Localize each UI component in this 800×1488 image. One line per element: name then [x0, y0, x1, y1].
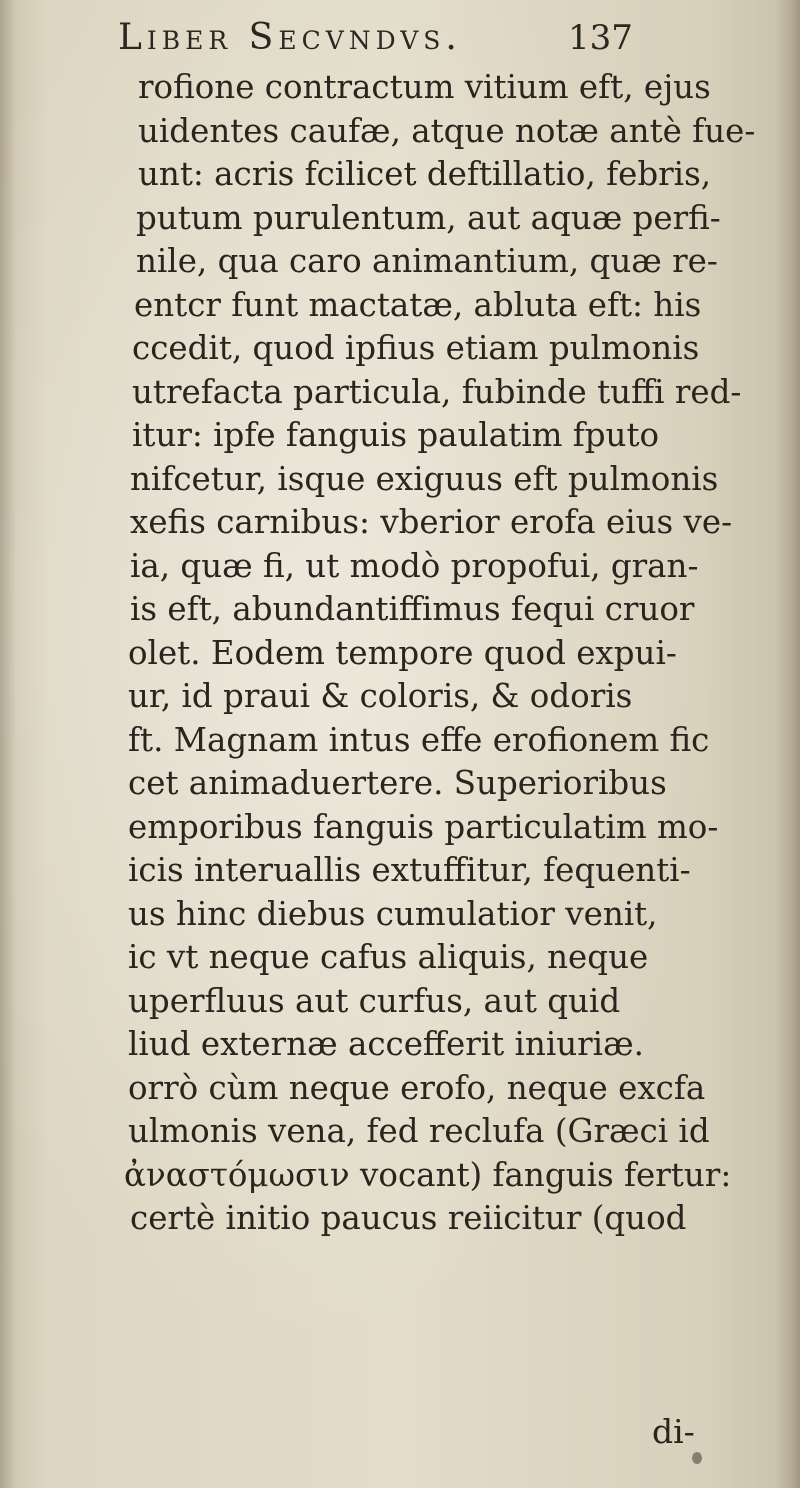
text-line: entcr funt mactatæ, abluta eft: his: [134, 285, 702, 324]
text-line: itur: ipfe fanguis paulatim fputo: [132, 416, 660, 454]
text-line: icis interuallis extuffitur, fequenti-: [128, 851, 691, 889]
text-line: is eft, abundantiffimus fequi cruor: [130, 590, 695, 628]
text-line: xefis carnibus: vberior erofa eius ve-: [130, 503, 733, 541]
text-line: ἀναστόμωσιν vocant) fanguis fertur:: [124, 1155, 732, 1194]
text-line: olet. Eodem tempore quod expui-: [128, 633, 677, 672]
text-line: unt: acris fcilicet deftillatio, febris,: [138, 155, 712, 193]
text-line: orrò cùm neque erofo, neque excfa: [128, 1068, 706, 1107]
catchword: di-: [652, 1412, 695, 1451]
text-line: emporibus fanguis particulatim mo-: [128, 807, 719, 846]
text-line: ft. Magnam intus effe erofionem fic: [128, 720, 710, 759]
running-head: Liber Secvndvs.: [118, 17, 462, 58]
text-line: ccedit, quod ipfius etiam pulmonis: [132, 329, 700, 367]
body-text: [0, 66, 780, 1241]
text-line: us hinc diebus cumulatior venit,: [128, 894, 658, 933]
ink-spot: [692, 1452, 702, 1464]
text-line: nifcetur, isque exiguus eft pulmonis: [130, 459, 719, 498]
text-line: uidentes caufæ, atque notæ antè fue-: [138, 111, 756, 150]
text-line: ia, quæ fi, ut modò propofui, gran-: [130, 546, 699, 585]
text-line: nile, qua caro animantium, quæ re-: [136, 242, 718, 280]
text-line: rofione contractum vitium eft, ejus: [138, 68, 711, 106]
text-line: cet animaduertere. Superioribus: [128, 764, 667, 802]
text-line: putum purulentum, aut aquæ perfi-: [136, 198, 721, 237]
page-header: [118, 12, 718, 64]
text-line: ulmonis vena, fed reclufa (Græci id: [128, 1112, 710, 1150]
text-line: ur, id praui & coloris, & odoris: [128, 677, 633, 715]
text-line: uperfluus aut curfus, aut quid: [128, 981, 621, 1020]
text-line: liud externæ accefferit iniuriæ.: [128, 1025, 644, 1063]
text-line: certè initio paucus reiicitur (quod: [130, 1199, 687, 1237]
page-number: 137: [568, 18, 633, 58]
text-line: ic vt neque cafus aliquis, neque: [128, 938, 649, 976]
text-line: utrefacta particula, fubinde tuffi red-: [132, 372, 742, 411]
